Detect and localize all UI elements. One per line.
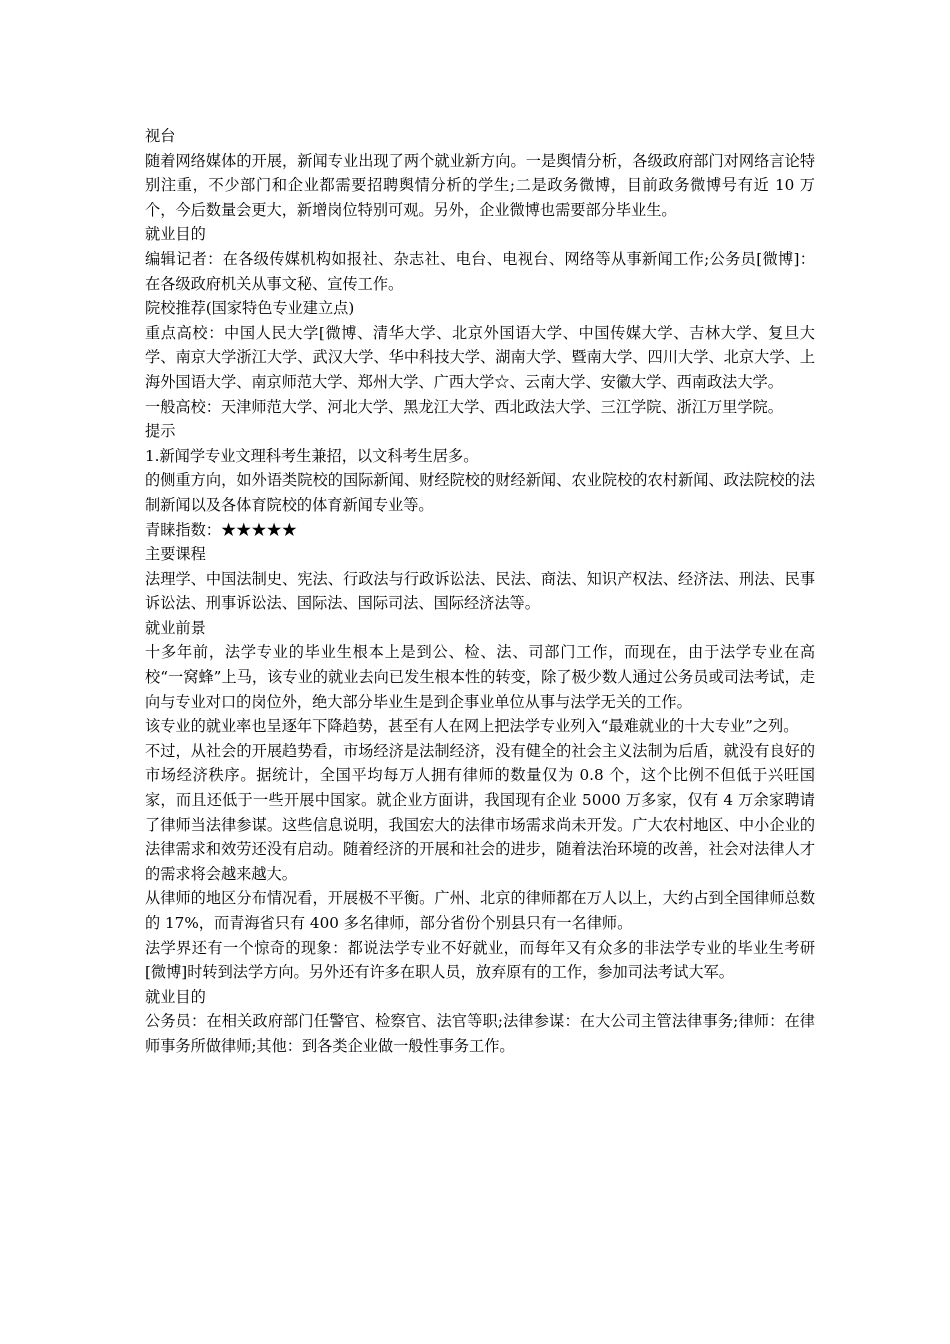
paragraph: 重点高校：中国人民大学[微博、清华大学、北京外国语大学、中国传媒大学、吉林大学、复旦大学、南京大学浙江大学、武汉大学、华中科技大学、湖南大学、暨南大学、四川大学、北京大学、上海外国语大学、南京师范大学、郑州大学、广西大学☆、云南大学、安徽大学、西南政法大学。 (145, 323, 815, 391)
paragraph: 该专业的就业率也呈逐年下降趋势，甚至有人在网上把法学专业列入“最难就业的十大专业”之列。 (145, 717, 799, 736)
document-body (145, 124, 815, 1059)
section-heading: 就业前景 (145, 618, 206, 637)
paragraph: 十多年前，法学专业的毕业生根本上是到公、检、法、司部门工作，而现在，由于法学专业在高校“一窝蜂”上马，该专业的就业去向已发生根本性的转变，除了极少数人通过公务员或司法考试，走向与专业对口的岗位外，绝大部分毕业生是到企事业单位从事与法学无关的工作。 (145, 643, 815, 711)
paragraph: 法理学、中国法制史、宪法、行政法与行政诉讼法、民法、商法、知识产权法、经济法、刑法、民事诉讼法、刑事诉讼法、国际法、国际司法、国际经济法等。 (145, 569, 815, 613)
paragraph: 的侧重方向，如外语类院校的国际新闻、财经院校的财经新闻、农业院校的农村新闻、政法院校的法制新闻以及各体育院校的体育新闻专业等。 (145, 471, 815, 514)
section-heading: 主要课程 (145, 545, 206, 564)
paragraph: 随着网络媒体的开展，新闻专业出现了两个就业新方向。一是舆情分析，各级政府部门对网络言论特别注重，不少部门和企业都需要招聘舆情分析的学生;二是政务微博，目前政务微博号有近 10 万个，今后数量会更大，新增岗位特别可观。另外，企业微博也需要部分毕业生。 (145, 151, 815, 219)
paragraph: 不过，从社会的开展趋势看，市场经济是法制经济，没有健全的社会主义法制为后盾，就没有良好的市场经济秩序。据统计，全国平均每万人拥有律师的数量仅为 0.8 个，这个比例不但低于兴旺国家，而且还低于一些开展中国家。就企业方面讲，我国现有企业 5000 万多家，仅有 4 万余家聘请了律师当法律参谋。这些信息说明，我国宏大的法律市场需求尚未开发。广大农村地区、中小企业的法律需求和效劳还没有启动。随着经济的开展和社会的进步，随着法治环境的改善，社会对法律人才的需求将会越来越大。 (145, 741, 815, 883)
paragraph: 法学界还有一个惊奇的现象：都说法学专业不好就业，而每年又有众多的非法学专业的毕业生考研[微博]时转到法学方向。另外还有许多在职人员，放弃原有的工作，参加司法考试大军。 (145, 938, 815, 982)
section-heading: 就业目的 (145, 987, 206, 1006)
paragraph: 视台 (145, 127, 176, 145)
rating-line: 青睐指数：★★★★★ (145, 520, 297, 539)
section-heading: 院校推荐(国家特色专业建立点) (145, 299, 355, 318)
paragraph: 一般高校：天津师范大学、河北大学、黑龙江大学、西北政法大学、三江学院、浙江万里学院。 (145, 397, 783, 416)
paragraph: 公务员：在相关政府部门任警官、检察官、法官等职;法律参谋：在大公司主管法律事务;律师：在律师事务所做律师;其他：到各类企业做一般性事务工作。 (145, 1012, 815, 1055)
section-heading: 就业目的 (145, 225, 206, 244)
paragraph: 编辑记者：在各级传媒机构如报社、杂志社、电台、电视台、网络等从事新闻工作;公务员[微博]：在各级政府机关从事文秘、宣传工作。 (145, 249, 815, 293)
section-heading: 提示 (145, 422, 176, 441)
paragraph: 从律师的地区分布情况看，开展极不平衡。广州、北京的律师都在万人以上，大约占到全国律师总数的 17%，而青海省只有 400 多名律师，部分省份个别县只有一名律师。 (145, 889, 815, 932)
paragraph: 1.新闻学专业文理科考生兼招，以文科考生居多。 (145, 446, 479, 465)
